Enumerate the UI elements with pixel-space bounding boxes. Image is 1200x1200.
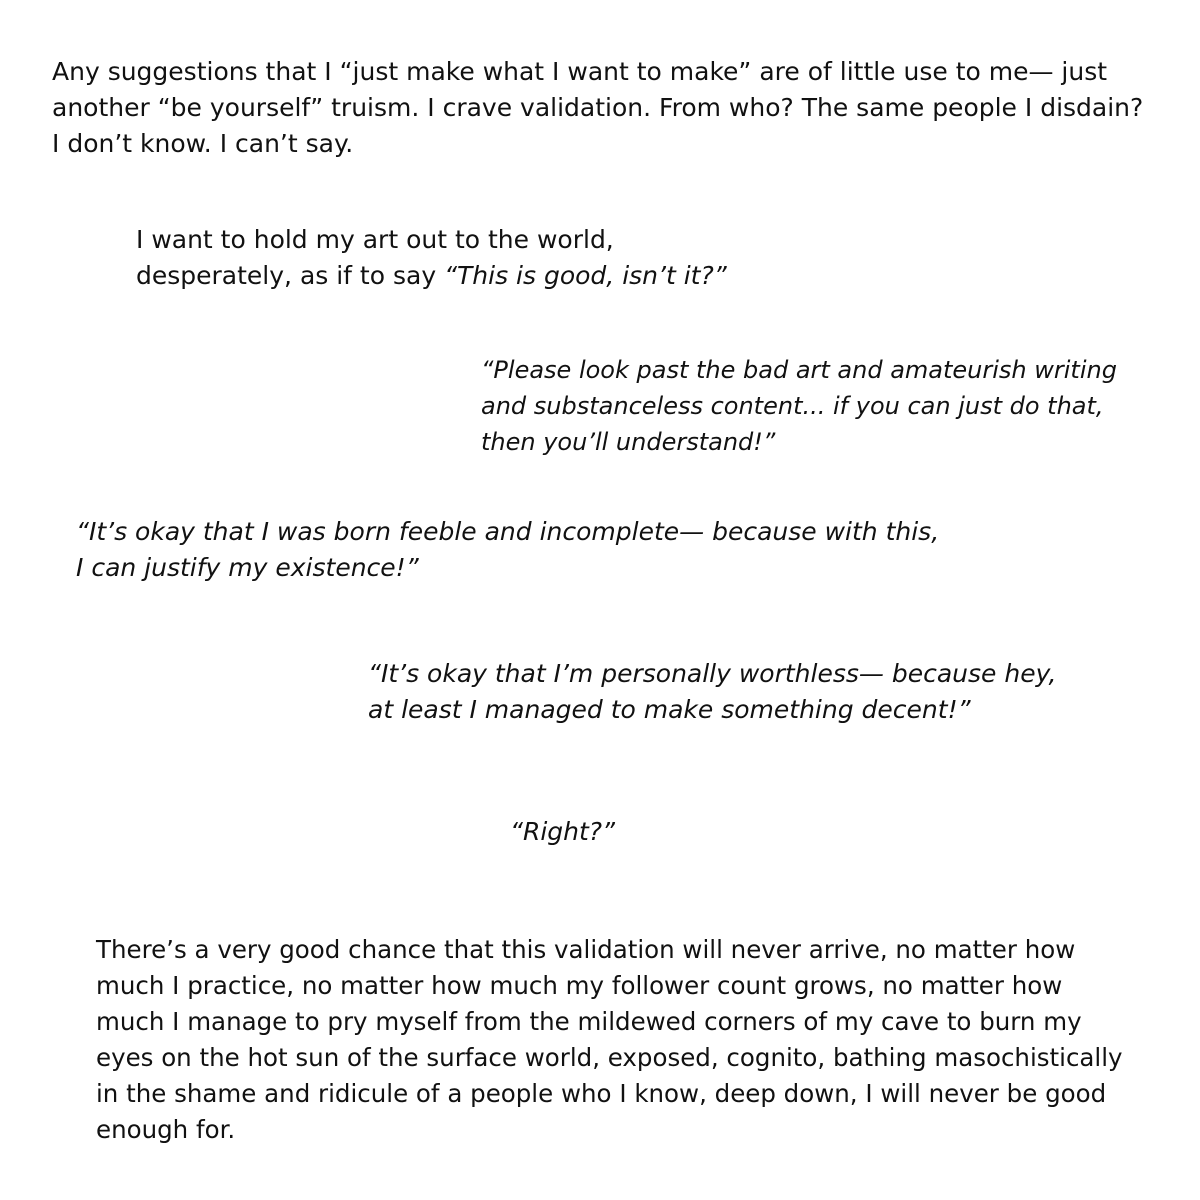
feeble-quote <box>76 514 939 586</box>
right-line: “Right?” <box>510 817 616 846</box>
feeble-line: I can justify my existence!” <box>76 553 419 582</box>
closing-line: There’s a very good chance that this validation will never arrive, no matter how <box>96 935 1076 964</box>
feeble-line: “It’s okay that I was born feeble and incomplete— because with this, <box>76 517 940 546</box>
right-quote <box>510 814 615 850</box>
hold-art-paragraph <box>136 222 727 294</box>
worthless-line: at least I managed to make something decent!” <box>368 695 971 724</box>
intro-line: another “be yourself” truism. I crave validation. From who? The same people I disdain? <box>52 93 1144 122</box>
closing-line: much I practice, no matter how much my follower count grows, no matter how <box>96 971 1063 1000</box>
closing-line: much I manage to pry myself from the mildewed corners of my cave to burn my <box>96 1007 1082 1036</box>
please-look-quote <box>481 352 1117 460</box>
intro-paragraph <box>52 54 1143 162</box>
hold-art-plain-text: desperately, as if to say <box>136 261 445 290</box>
please-look-line: then you’ll understand!” <box>481 428 776 456</box>
closing-paragraph <box>96 932 1123 1148</box>
intro-line: I don’t know. I can’t say. <box>52 129 354 158</box>
hold-art-quote: “This is good, isn’t it?” <box>444 261 727 290</box>
closing-line: in the shame and ridicule of a people who I know, deep down, I will never be good <box>96 1079 1107 1108</box>
worthless-quote <box>368 656 1056 728</box>
please-look-line: “Please look past the bad art and amateurish writing <box>481 356 1117 384</box>
worthless-line: “It’s okay that I’m personally worthless— because hey, <box>368 659 1057 688</box>
intro-line: Any suggestions that I “just make what I want to make” are of little use to me— just <box>52 57 1108 86</box>
closing-line: enough for. <box>96 1115 236 1144</box>
hold-art-line <box>136 258 727 294</box>
hold-art-line: I want to hold my art out to the world, <box>136 225 614 254</box>
please-look-line: and substanceless content... if you can just do that, <box>481 392 1104 420</box>
closing-line: eyes on the hot sun of the surface world, exposed, cognito, bathing masochistically <box>96 1043 1123 1072</box>
